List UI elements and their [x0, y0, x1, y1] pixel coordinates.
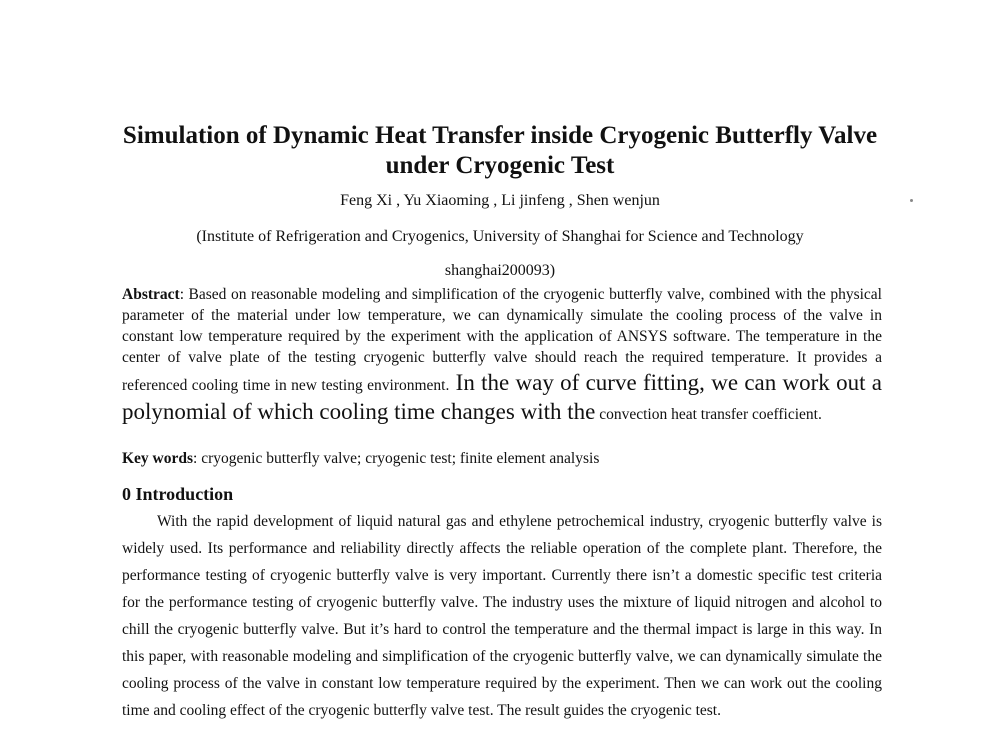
affiliation-line-1: (Institute of Refrigeration and Cryogenics, University of Shanghai for Science and Technology	[196, 228, 804, 245]
paper-title-line-1: Simulation of Dynamic Heat Transfer inside Cryogenic Butterfly Valve	[122, 122, 878, 149]
scan-dot-mark	[910, 199, 913, 202]
introduction-paragraph: With the rapid development of liquid natural gas and ethylene petrochemical industry, cryogenic butterfly valve is widely used. Its performance and reliability directly affects the reliable operation of the complete plant. Therefore, the performance testing of cryogenic butterfly valve is very important. Currently there isn’t a domestic specific test criteria for the performance testing of cryogenic butterfly valve. The industry uses the mixture of liquid nitrogen and alcohol to chill the cryogenic butterfly valve. But it’s hard to control the temperature and the thermal impact is large in this way. In this paper, with reasonable modeling and simplification of the cryogenic butterfly valve, we can dynamically simulate the cooling process of the valve in constant low temperature required by the experiment. Then we can work out the cooling time and cooling effect of the cryogenic butterfly valve test. The result guides the cryogenic test.	[122, 513, 882, 719]
abstract-text: : Based on reasonable modeling and simplification of the cryogenic butterfly valve, combined with the physical parameter of the material under low temperature, we can dynamically simulate the cooling process of the valve in constant low temperature required by the experiment with the application of ANSYS software. The temperature in the center of valve plate of the testing cryogenic butterfly valve should reach the required temperature. It provides a referenced cooling time in new testing environment.	[122, 286, 882, 394]
keywords-label: Key words	[122, 450, 194, 467]
abstract-paragraph	[122, 284, 882, 426]
author-list: Feng Xi , Yu Xiaoming , Li jinfeng , Shen wenjun	[340, 192, 660, 209]
paper-title-line-2: under Cryogenic Test	[385, 152, 615, 179]
keywords-text: : cryogenic butterfly valve; cryogenic test; finite element analysis	[193, 450, 600, 467]
abstract-large-text: In the way of curve fitting, we can work out a polynomial of which cooling time changes with the	[122, 370, 882, 424]
abstract-tail-text: convection heat transfer coefficient.	[595, 406, 822, 423]
affiliation-line-2: shanghai200093)	[444, 262, 556, 279]
abstract-label: Abstract	[122, 286, 180, 303]
keywords-line	[122, 448, 882, 469]
section-heading-introduction: 0 Introduction	[122, 484, 234, 504]
